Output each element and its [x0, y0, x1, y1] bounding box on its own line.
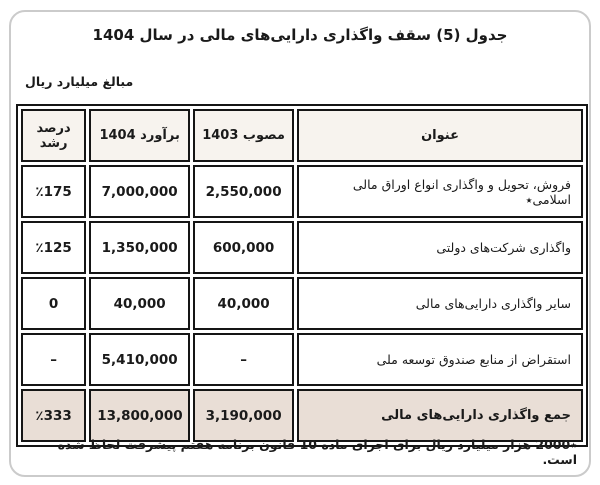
row-label: استقراض از منابع صندوق توسعه ملی — [297, 333, 583, 386]
header-row — [21, 109, 583, 162]
page-title: جدول (5) سقف واگذاری دارایی‌های مالی در سال 1404 — [92, 26, 508, 44]
growth-percent-value: 0 — [21, 277, 86, 330]
column-header-growth-percent: درصد رشد — [21, 109, 86, 162]
estimate-1404-value: 7,000,000 — [89, 165, 190, 218]
column-header-title: عنوان — [297, 109, 583, 162]
unit-label: مبالغ میلیارد ریال — [25, 74, 134, 89]
table-row — [21, 333, 583, 386]
column-header-estimate-1404: برآورد 1404 — [89, 109, 190, 162]
total-row — [21, 389, 583, 442]
growth-percent-value: ٪125 — [21, 221, 86, 274]
table-row — [21, 221, 583, 274]
footnote: ٭2000 هزار میلیارد ریال برای اجرای ماده 10 قانون برنامه هفتم پیشرفت لحاظ شده است. — [57, 437, 577, 467]
document-card — [9, 10, 591, 477]
approved-1403-value: 600,000 — [193, 221, 294, 274]
approved-1403-value: 40,000 — [193, 277, 294, 330]
total-growth-percent-value: ٪333 — [21, 389, 86, 442]
table-row — [21, 165, 583, 218]
table-row — [21, 277, 583, 330]
total-estimate-1404-value: 13,800,000 — [89, 389, 190, 442]
row-label: فروش، تحویل و واگذاری انواع اوراق مالی اسلامی٭ — [297, 165, 583, 218]
growth-percent-value: ٪175 — [21, 165, 86, 218]
estimate-1404-value: 5,410,000 — [89, 333, 190, 386]
row-label: واگذاری شرکت‌های دولتی — [297, 221, 583, 274]
approved-1403-value: 2,550,000 — [193, 165, 294, 218]
growth-percent-value: – — [21, 333, 86, 386]
estimate-1404-value: 40,000 — [89, 277, 190, 330]
total-row-label: جمع واگذاری دارایی‌های مالی — [297, 389, 583, 442]
total-approved-1403-value: 3,190,000 — [193, 389, 294, 442]
estimate-1404-value: 1,350,000 — [89, 221, 190, 274]
row-label: سایر واگذاری دارایی‌های مالی — [297, 277, 583, 330]
column-header-approved-1403: مصوب 1403 — [193, 109, 294, 162]
approved-1403-value: – — [193, 333, 294, 386]
budget-table — [16, 104, 588, 447]
